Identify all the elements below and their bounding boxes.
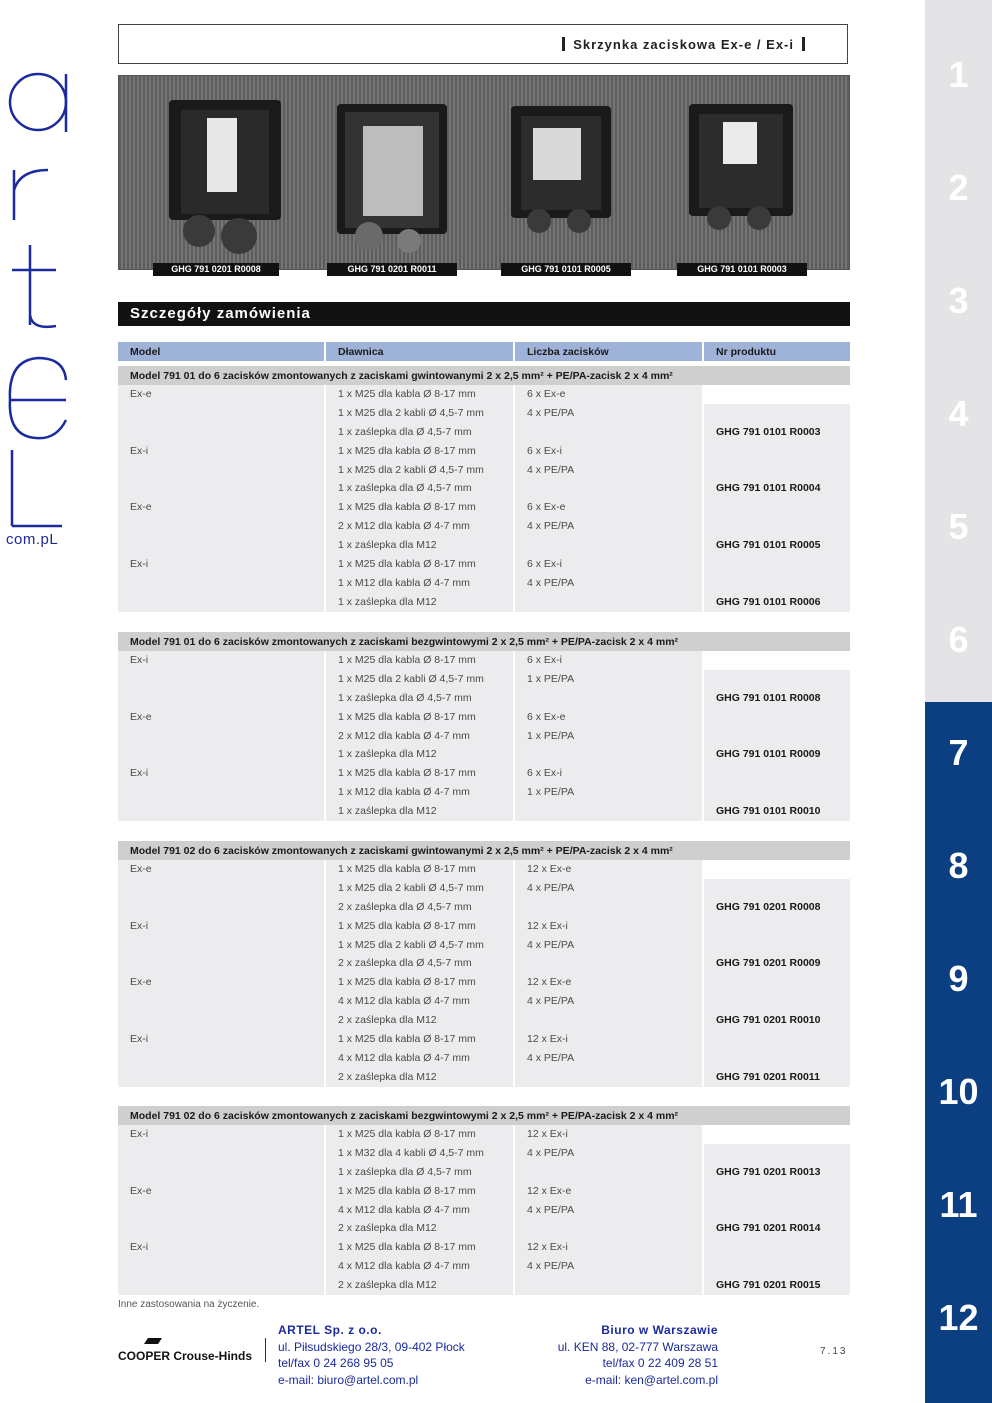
product-cell: GHG 791 0201 R0008	[716, 900, 821, 913]
gland-cell: 1 x M25 dla 2 kabli Ø 4,5-7 mm	[338, 672, 484, 685]
product-cell: GHG 791 0101 R0009	[716, 748, 821, 761]
model-cell	[118, 745, 324, 764]
product-column	[704, 385, 850, 612]
product-cell	[704, 1030, 850, 1049]
model-column	[118, 860, 326, 1087]
terminals-cell: 4 x PE/PA	[527, 463, 575, 476]
terminals-cell: 6 x Ex-i	[527, 558, 563, 571]
terminals-cell: 4 x PE/PA	[527, 406, 575, 419]
product-cell	[704, 727, 850, 746]
terminals-cell: 6 x Ex-i	[527, 767, 563, 780]
gland-cell: 1 x M25 dla kabla Ø 8-17 mm	[338, 501, 476, 514]
product-cell	[704, 574, 850, 593]
product-cell	[704, 708, 850, 727]
group-title: Model 791 01 do 6 zacisków zmontowanych z zaciskami bezgwintowymi 2 x 2,5 mm² + PE/PA-zacisk 2 x 4 mm²	[118, 632, 850, 651]
gland-cell: 2 x zaślepka dla Ø 4,5-7 mm	[338, 957, 472, 970]
model-cell	[118, 574, 324, 593]
model-cell: Ex-i	[130, 1033, 149, 1046]
model-cell	[118, 593, 324, 612]
product-cell	[704, 555, 850, 574]
header-title: Skrzynka zaciskowa Ex-e / Ex-i	[573, 36, 794, 52]
terminals-cell: 4 x PE/PA	[527, 1146, 575, 1159]
gland-cell: 2 x M12 dla kabla Ø 4-7 mm	[338, 520, 470, 533]
address-plock	[278, 1322, 465, 1388]
product-cell: GHG 791 0201 R0010	[716, 1014, 821, 1027]
page-number: 7.13	[820, 1346, 848, 1357]
product-cell: GHG 791 0201 R0014	[716, 1222, 821, 1235]
gland-cell: 1 x M25 dla kabla Ø 8-17 mm	[338, 558, 476, 571]
chapter-tab-10[interactable]: 10	[938, 1071, 979, 1112]
gland-column	[326, 651, 515, 821]
terminals-cell	[515, 593, 702, 612]
product-cell: GHG 791 0101 R0006	[716, 595, 821, 608]
gland-cell: 1 x M25 dla kabla Ø 8-17 mm	[338, 976, 476, 989]
gland-cell: 1 x zaślepka dla M12	[338, 595, 437, 608]
gland-cell: 1 x M25 dla 2 kabli Ø 4,5-7 mm	[338, 406, 484, 419]
product-cell	[704, 936, 850, 955]
gland-cell: 2 x zaślepka dla M12	[338, 1279, 437, 1292]
gland-cell: 2 x zaślepka dla M12	[338, 1070, 437, 1083]
group-table	[118, 366, 850, 612]
photo-caption-2: GHG 791 0201 R0011	[327, 263, 457, 276]
terminals-cell: 4 x PE/PA	[527, 881, 575, 894]
gland-cell: 1 x M25 dla 2 kabli Ø 4,5-7 mm	[338, 881, 484, 894]
product-cell	[704, 879, 850, 898]
product-cell	[704, 973, 850, 992]
product-cell	[704, 404, 850, 423]
product-column	[704, 651, 850, 821]
terminals-cell: 4 x PE/PA	[527, 520, 575, 533]
gland-cell: 1 x zaślepka dla Ø 4,5-7 mm	[338, 1165, 472, 1178]
header-gland: Dławnica	[326, 342, 515, 361]
terminals-cell: 12 x Ex-i	[527, 1241, 568, 1254]
gland-cell: 1 x M12 dla kabla Ø 4-7 mm	[338, 576, 470, 589]
product-cell	[704, 1182, 850, 1201]
page-header	[118, 24, 848, 64]
product-cell	[704, 1049, 850, 1068]
group-rows	[118, 385, 850, 612]
gland-cell: 4 x M12 dla kabla Ø 4-7 mm	[338, 1260, 470, 1273]
section-title: Szczegóły zamówienia	[118, 302, 850, 326]
address-warszawa-phone: tel/fax 0 22 409 28 51	[602, 1356, 718, 1370]
product-cell	[704, 783, 850, 802]
group-table	[118, 1106, 850, 1295]
enclosure-2-image	[337, 104, 447, 253]
gland-cell: 1 x M25 dla 2 kabli Ø 4,5-7 mm	[338, 463, 484, 476]
terminals-cell: 12 x Ex-i	[527, 1128, 568, 1140]
terminals-cell	[515, 954, 702, 973]
chapter-sidebar	[925, 0, 992, 1403]
product-cell: GHG 791 0201 R0013	[716, 1165, 821, 1178]
gland-cell: 1 x M25 dla kabla Ø 8-17 mm	[338, 654, 476, 666]
terminals-cell	[515, 1163, 702, 1182]
gland-cell: 1 x M25 dla kabla Ø 8-17 mm	[338, 767, 476, 780]
order-table-header	[118, 342, 850, 361]
chapter-tab-1[interactable]: 1	[948, 54, 969, 95]
logo-domain: com.pL	[6, 531, 59, 548]
model-cell	[118, 517, 324, 536]
address-warszawa-email[interactable]: e-mail: ken@artel.com.pl	[585, 1372, 718, 1387]
gland-column	[326, 1125, 515, 1295]
product-column-gap	[704, 651, 850, 670]
chapter-tab-6[interactable]: 6	[948, 619, 969, 660]
model-cell: Ex-i	[130, 1241, 149, 1254]
model-cell	[118, 783, 324, 802]
model-cell: Ex-i	[130, 1128, 149, 1140]
address-plock-street: ul. Piłsudskiego 28/3, 09-402 Płock	[278, 1339, 465, 1354]
model-cell: Ex-e	[130, 501, 152, 514]
product-cell	[704, 992, 850, 1011]
product-column-gap	[704, 1125, 850, 1144]
gland-cell: 1 x zaślepka dla M12	[338, 805, 437, 818]
terminals-cell: 12 x Ex-i	[527, 1033, 568, 1046]
gland-cell: 1 x M25 dla kabla Ø 8-17 mm	[338, 710, 476, 723]
model-cell: Ex-i	[130, 654, 149, 666]
model-cell: Ex-i	[130, 767, 149, 780]
model-cell	[118, 689, 324, 708]
terminals-cell: 4 x PE/PA	[527, 1051, 575, 1064]
group-title: Model 791 02 do 6 zacisków zmontowanych z zaciskami gwintowanymi 2 x 2,5 mm² + PE/PA-zacisk 2 x 4 mm²	[118, 841, 850, 860]
photo-caption-1: GHG 791 0201 R0008	[153, 263, 279, 276]
gland-cell: 2 x zaślepka dla M12	[338, 1014, 437, 1027]
product-cell: GHG 791 0101 R0004	[716, 482, 821, 495]
terminals-cell: 12 x Ex-i	[527, 919, 568, 932]
chapter-tab-2[interactable]: 2	[948, 167, 969, 208]
terminals-cell: 4 x PE/PA	[527, 1203, 575, 1216]
gland-column	[326, 385, 515, 612]
model-cell	[118, 954, 324, 973]
terminals-column	[515, 1125, 704, 1295]
header-bar-left	[562, 37, 565, 51]
gland-cell: 1 x zaślepka dla Ø 4,5-7 mm	[338, 425, 472, 438]
group-table	[118, 841, 850, 1087]
terminals-cell: 4 x PE/PA	[527, 938, 575, 951]
terminals-column	[515, 385, 704, 612]
product-cell	[704, 1201, 850, 1220]
product-cell	[704, 1257, 850, 1276]
model-cell	[118, 936, 324, 955]
model-cell	[118, 1219, 324, 1238]
product-photo	[118, 75, 850, 270]
terminals-cell	[515, 1011, 702, 1030]
terminals-cell: 12 x Ex-e	[527, 976, 572, 989]
terminals-cell	[515, 479, 702, 498]
model-cell	[118, 992, 324, 1011]
terminals-cell: 6 x Ex-e	[527, 710, 566, 723]
header-model: Model	[118, 342, 326, 361]
terminals-column	[515, 860, 704, 1087]
model-column	[118, 651, 326, 821]
chapter-tab-7[interactable]: 7	[948, 732, 969, 773]
product-column	[704, 1125, 850, 1295]
gland-cell: 4 x M12 dla kabla Ø 4-7 mm	[338, 995, 470, 1008]
gland-cell: 1 x M25 dla kabla Ø 8-17 mm	[338, 863, 476, 875]
gland-column	[326, 860, 515, 1087]
product-cell	[704, 517, 850, 536]
terminals-cell: 1 x PE/PA	[527, 672, 575, 685]
model-cell	[118, 670, 324, 689]
chapter-tab-8[interactable]: 8	[948, 845, 969, 886]
model-cell	[118, 461, 324, 480]
gland-cell: 2 x M12 dla kabla Ø 4-7 mm	[338, 729, 470, 742]
product-column-gap	[704, 860, 850, 879]
model-cell	[118, 1257, 324, 1276]
enclosure-3-image	[511, 106, 611, 233]
product-cell	[704, 1238, 850, 1257]
model-cell	[118, 404, 324, 423]
terminals-cell: 6 x Ex-e	[527, 501, 566, 514]
model-cell: Ex-e	[130, 976, 152, 989]
photo-caption-4: GHG 791 0101 R0003	[677, 263, 807, 276]
terminals-cell: 4 x PE/PA	[527, 995, 575, 1008]
gland-cell: 1 x zaślepka dla M12	[338, 748, 437, 761]
model-cell	[118, 1049, 324, 1068]
gland-cell: 2 x zaślepka dla Ø 4,5-7 mm	[338, 900, 472, 913]
gland-cell: 1 x M25 dla kabla Ø 8-17 mm	[338, 1128, 476, 1140]
model-cell: Ex-i	[130, 558, 149, 571]
gland-cell: 1 x M25 dla kabla Ø 8-17 mm	[338, 1241, 476, 1254]
product-cell	[704, 442, 850, 461]
enclosure-4-image	[689, 104, 793, 230]
gland-cell: 4 x M12 dla kabla Ø 4-7 mm	[338, 1203, 470, 1216]
group-table	[118, 632, 850, 821]
group-title: Model 791 01 do 6 zacisków zmontowanych z zaciskami gwintowanymi 2 x 2,5 mm² + PE/PA-zacisk 2 x 4 mm²	[118, 366, 850, 385]
model-cell	[118, 1011, 324, 1030]
model-cell: Ex-e	[130, 388, 152, 400]
address-plock-title: ARTEL Sp. z o.o.	[278, 1323, 382, 1337]
group-title: Model 791 02 do 6 zacisków zmontowanych z zaciskami bezgwintowymi 2 x 2,5 mm² + PE/PA-zacisk 2 x 4 mm²	[118, 1106, 850, 1125]
gland-cell: 4 x M12 dla kabla Ø 4-7 mm	[338, 1051, 470, 1064]
model-cell	[118, 879, 324, 898]
product-cell: GHG 791 0201 R0015	[716, 1279, 821, 1292]
model-cell: Ex-e	[130, 1184, 152, 1197]
terminals-cell	[515, 745, 702, 764]
address-plock-phone: tel/fax 0 24 268 95 05	[278, 1356, 394, 1370]
model-cell	[118, 898, 324, 917]
model-column	[118, 1125, 326, 1295]
product-cell	[704, 498, 850, 517]
terminals-cell: 4 x PE/PA	[527, 576, 575, 589]
footer-divider	[265, 1338, 266, 1362]
header-terminals: Liczba zacisków	[515, 342, 704, 361]
product-cell: GHG 791 0201 R0009	[716, 957, 821, 970]
terminals-column	[515, 651, 704, 821]
product-cell	[704, 670, 850, 689]
terminals-cell: 4 x PE/PA	[527, 1260, 575, 1273]
cooper-logo	[118, 1336, 258, 1366]
model-cell	[118, 802, 324, 821]
header-product: Nr produktu	[716, 346, 777, 358]
chapter-tab-11[interactable]: 11	[939, 1184, 978, 1225]
model-cell	[118, 1144, 324, 1163]
gland-cell: 1 x zaślepka dla Ø 4,5-7 mm	[338, 691, 472, 704]
product-column-gap	[704, 385, 850, 404]
terminals-cell	[515, 423, 702, 442]
product-cell	[704, 461, 850, 480]
terminals-cell: 6 x Ex-e	[527, 388, 566, 400]
gland-cell: 1 x M25 dla kabla Ø 8-17 mm	[338, 1033, 476, 1046]
artel-logo	[0, 60, 80, 560]
gland-cell: 1 x M32 dla 4 kabli Ø 4,5-7 mm	[338, 1146, 484, 1159]
terminals-cell: 1 x PE/PA	[527, 729, 575, 742]
model-cell	[118, 1201, 324, 1220]
model-cell	[118, 479, 324, 498]
terminals-cell: 12 x Ex-e	[527, 1184, 572, 1197]
terminals-cell	[515, 1068, 702, 1087]
product-cell	[704, 917, 850, 936]
group-rows	[118, 651, 850, 821]
photo-caption-3: GHG 791 0101 R0005	[501, 263, 631, 276]
model-column	[118, 385, 326, 612]
model-cell	[118, 1068, 324, 1087]
gland-cell: 1 x M25 dla kabla Ø 8-17 mm	[338, 1184, 476, 1197]
terminals-cell: 1 x PE/PA	[527, 786, 575, 799]
model-cell	[118, 1163, 324, 1182]
address-warszawa-title: Biuro w Warszawie	[601, 1323, 718, 1337]
terminals-cell	[515, 802, 702, 821]
chapter-tab-5[interactable]: 5	[948, 506, 969, 547]
model-cell: Ex-e	[130, 710, 152, 723]
address-warszawa-street: ul. KEN 88, 02-777 Warszawa	[557, 1339, 718, 1354]
product-cell: GHG 791 0201 R0011	[716, 1070, 820, 1083]
cooper-brand-text: COOPER Crouse-Hinds	[118, 1349, 253, 1363]
model-cell	[118, 536, 324, 555]
terminals-cell	[515, 1276, 702, 1295]
model-cell	[118, 423, 324, 442]
chapter-tab-9[interactable]: 9	[948, 958, 969, 999]
model-cell	[118, 727, 324, 746]
gland-cell: 1 x M25 dla kabla Ø 8-17 mm	[338, 388, 476, 400]
product-column	[704, 860, 850, 1087]
enclosure-1-image	[169, 100, 281, 254]
chapter-tab-12[interactable]: 12	[938, 1297, 979, 1338]
product-cell	[704, 764, 850, 783]
gland-cell: 1 x M12 dla kabla Ø 4-7 mm	[338, 786, 470, 799]
header-bar-right	[802, 37, 805, 51]
terminals-cell: 6 x Ex-i	[527, 444, 563, 457]
model-cell: Ex-i	[130, 444, 149, 457]
product-cell: GHG 791 0101 R0010	[716, 805, 821, 818]
terminals-cell: 12 x Ex-e	[527, 863, 572, 875]
address-plock-email[interactable]: e-mail: biuro@artel.com.pl	[278, 1372, 419, 1387]
terminals-cell	[515, 536, 702, 555]
gland-cell: 1 x M25 dla 2 kabli Ø 4,5-7 mm	[338, 938, 484, 951]
terminals-cell	[515, 898, 702, 917]
chapter-tab-3[interactable]: 3	[948, 280, 969, 321]
model-cell	[118, 1276, 324, 1295]
group-rows	[118, 860, 850, 1087]
gland-cell: 1 x zaślepka dla Ø 4,5-7 mm	[338, 482, 472, 495]
terminals-cell: 6 x Ex-i	[527, 654, 563, 666]
group-rows	[118, 1125, 850, 1295]
gland-cell: 1 x zaślepka dla M12	[338, 539, 437, 552]
product-cell: GHG 791 0101 R0003	[716, 425, 821, 438]
terminals-cell	[515, 689, 702, 708]
footnote: Inne zastosowania na życzenie.	[118, 1299, 260, 1310]
terminals-cell	[515, 1219, 702, 1238]
model-cell: Ex-i	[130, 919, 149, 932]
chapter-tab-4[interactable]: 4	[948, 393, 969, 434]
address-warszawa	[520, 1322, 718, 1388]
gland-cell: 1 x M25 dla kabla Ø 8-17 mm	[338, 919, 476, 932]
gland-cell: 1 x M25 dla kabla Ø 8-17 mm	[338, 444, 476, 457]
gland-cell: 2 x zaślepka dla M12	[338, 1222, 437, 1235]
model-cell: Ex-e	[130, 863, 152, 875]
product-cell: GHG 791 0101 R0005	[716, 539, 821, 552]
product-cell	[704, 1144, 850, 1163]
product-cell: GHG 791 0101 R0008	[716, 691, 821, 704]
